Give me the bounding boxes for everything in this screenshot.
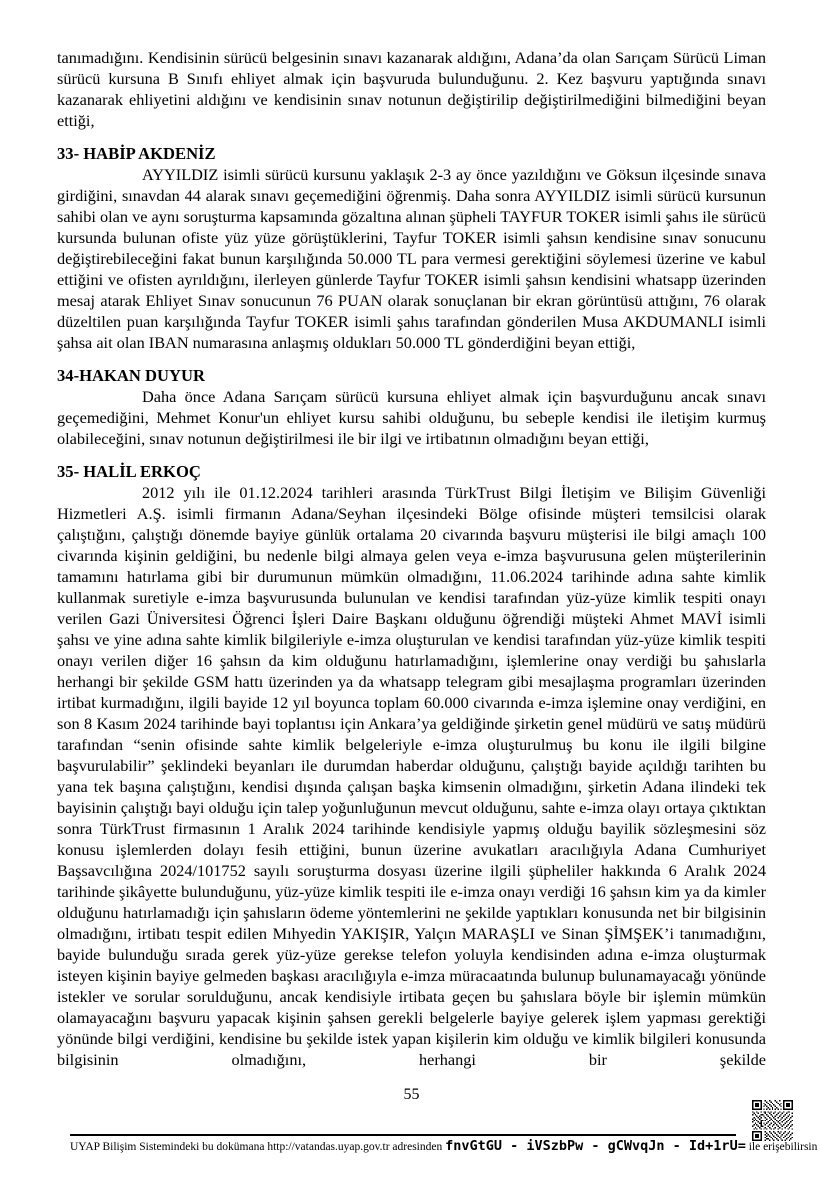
- document-body: [57, 47, 766, 1105]
- section-34-paragraph: Daha önce Adana Sarıçam sürücü kursuna ehliyet almak için başvurduğunu ancak sınavı geçemediğini, Mehmet Konur'un ehliyet kursu sahibi olduğunu, bu sebeple kendisi ile iletişim kurmuş olabileceğini, sınav notunun değiştirilmesi ile bir ilgi ve irtibatının olmadığını beyan ettiği,: [57, 387, 766, 448]
- footer-divider: [70, 1134, 736, 1136]
- section-33-paragraph: AYYILDIZ isimli sürücü kursunu yaklaşık 2-3 ay önce yazıldığını ve Göksun ilçesinde sınava girdiğini, sınavdan 44 alarak sınavı geçemediğini öğrenmiş. Daha sonra AYYILDIZ isimli sürücü kursunun sahibi olan ve aynı soruşturma kapsamında gözaltına alınan şüpheli TAYFUR TOKER isimli şahıs ile sürücü kursunda bulunan ofiste yüz yüze görüştüklerini, Tayfur TOKER isimli şahsın kendisine sınav sonucunu değiştirebileceğini fakat bunun karşılığında 50.000 TL para vermesi gerektiğini söylemesi üzerine ve kabul ettiğini ve ofisten ayrıldığını, ilerleyen günlerde Tayfur TOKER isimli şahsın kendisini whatsapp üzerinden mesaj atarak Ehliyet Sınav sonucunun 76 PUAN olarak sonuçlanan bir ekran görüntüsü attığını, 76 olarak düzeltilen puan karşılığında Tayfur TOKER isimli şahıs tarafından gönderilen Musa AKDUMANLI isimli şahsa ait olan IBAN numarasına anlaşmış oldukları 50.000 TL gönderdiğini beyan ettiği,: [57, 165, 766, 352]
- footer-access-suffix: ile erişebilirsin: [745, 1141, 818, 1153]
- section-33-heading: 33- HABİP AKDENİZ: [57, 144, 216, 163]
- section-34-heading: 34-HAKAN DUYUR: [57, 366, 205, 385]
- section-35-paragraph: 2012 yılı ile 01.12.2024 tarihleri arasında TürkTrust Bilgi İletişim ve Bilişim Güvenliği Hizmetleri A.Ş. isimli firmanın Adana/Seyhan ilçesindeki Bölge ofisinde müşteri temsilcisi olarak çalıştığını, çalıştığı dönemde bayiye günlük ortalama 20 civarında başvuru müşterisi ile bilgi amaçlı 100 civarında kişinin geldiğini, bu nedenle bilgi almaya gelen veya e-imza başvurusuna gelen müşterilerinin tamamını hatırlama gibi bir durumunun mümkün olmadığını, 11.06.2024 tarihinde adına sahte kimlik kullanmak suretiyle e-imza başvurusunda bulunulan ve kendisi tarafından yüz-yüze kimlik tespiti onayı verilen Gazi Üniversitesi Öğrenci İşleri Daire Başkanı olduğunu öğrendiği müşteki Ahmet MAVİ isimli şahsı ve yine adına sahte kimlik bilgileriyle e-imza oluşturulan ve kendisi tarafından yüz-yüze kimlik tespiti onayı verilen diğer 16 şahsın da kim olduğunu hatırlamadığını, işlemlerine onay verdiği bu şahıslarla herhangi bir şekilde GSM hattı üzerinden ya da whatsapp telegram gibi mesajlaşma programları üzerinden irtibat kurmadığını, ilgili bayide 12 yıl boyunca toplam 60.000 civarında e-imza işlemine onay verdiğini, en son 8 Kasım 2024 tarihinde bayi toplantısı için Ankara’ya geldiğinde şirketin genel müdürü ve satış müdürü tarafından “senin ofisinde sahte kimlik belgeleriyle e-imza oluşturulmuş bu konu ile ilgili bilgine başvurulabilir” şeklindeki beyanları ile durumdan haberdar olduğunu, çalıştığı bayide açıldığı tarihten bu yana tek başına çalıştığını, kendisi dışında çalışan başka kimsenin olmadığını, şirketin Adana ilindeki tek bayisinin çalıştığı bayi olduğu için talep yoğunluğunun mevcut olduğunu, sahte e-imza olayı ortaya çıktıktan sonra TürkTrust firmasının 1 Aralık 2024 tarihinde kendisiyle yapmış olduğu bayilik sözleşmesini söz konusu işlemlerden dolayı fesih ettiğini, bunun üzerine avukatları aracılığıyla Adana Cumhuriyet Başsavcılığına 2024/101752 sayılı soruşturma dosyası üzerine ilgili şüpheliler hakkında 6 Aralık 2024 tarihinde şikâyette bulunduğunu, yüz-yüze kimlik tespiti ile e-imza onayı verdiği 16 şahsın kim ya da kimler olduğunu hatırlamadığı için şahısların ödeme yöntemlerini ne şekilde yaptıkları konusunda net bir bilgisinin olmadığını, irtibatı tespit edilen Mıhyedin YAKIŞIR, Yalçın MARAŞLI ve Sinan ŞİMŞEK’i tanımadığını, bayide bulunduğu sırada gerek yüz-yüze gerekse telefon yoluyla kendisinden adına e-imza oluşturmak isteyen kişinin bayiye gelmeden başkası aracılığıyla e-imza müracaatında bulunup bulunamayacağı yönünde istekler ve sorular sorulduğunu, ancak kendisiyle irtibata geçen bu şahıslara böyle bir işlemin mümkün olamayacağını başvuru yapacak kişinin şahsen gerekli belgelerle bayiye gelerek işlem yapması gerektiği yönünde bilgi verdiğini, kendisine bu şekilde istek yapan kişilerin kim olduğu ve kimlik bilgileri konusunda bilgisinin olmadığını, herhangi bir şekilde: [57, 483, 766, 1069]
- page-number: 55: [403, 1086, 420, 1103]
- footer-access-prefix: UYAP Bilişim Sistemindeki bu dokümana http://vatandas.uyap.gov.tr adresinden: [70, 1141, 446, 1153]
- qr-code-icon: [752, 1100, 793, 1141]
- footer-access-line: [70, 1138, 818, 1154]
- section-35-heading: 35- HALİL ERKOÇ: [57, 462, 201, 481]
- paragraph-continuation: tanımadığını. Kendisinin sürücü belgesinin sınavı kazanarak aldığını, Adana’da olan Sarıçam Sürücü Liman sürücü kursuna B Sınıfı ehliyet almak için başvuruda bulunduğunu. 2. Kez başvuru yaptığında sınavı kazanarak ehliyetini aldığını ve kendisinin sınav notunun değiştirilip değiştirilmediğini bilmediğini beyan ettiği,: [57, 48, 766, 130]
- footer-access-code: fnvGtGU - iVSzbPw - gCWvqJn - Id+1rU=: [445, 1138, 746, 1154]
